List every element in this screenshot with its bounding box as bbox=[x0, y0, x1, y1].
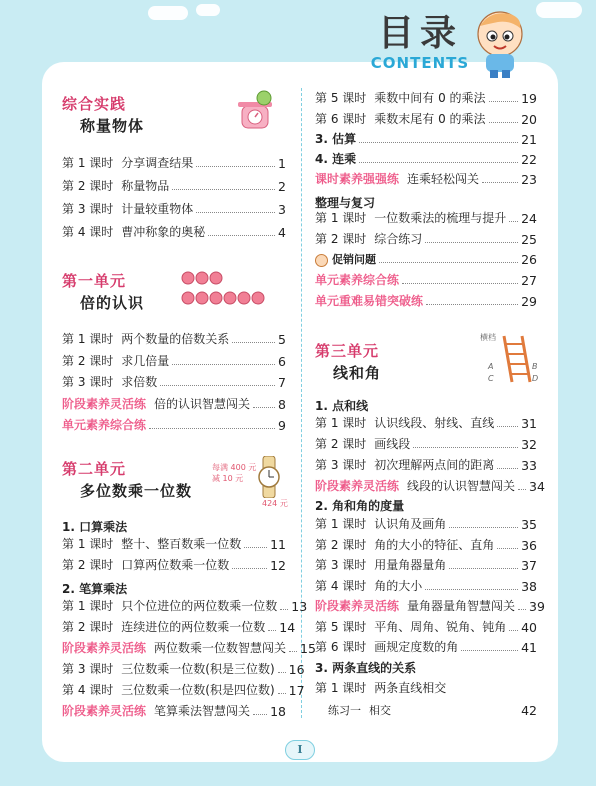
toc-row[interactable] bbox=[62, 176, 286, 194]
lesson-title: 整十、整百数乘一位数 bbox=[121, 537, 242, 551]
lesson-label: 单元素养综合练 bbox=[315, 273, 400, 287]
lesson-title: 倍的认识智慧闯关 bbox=[154, 396, 251, 411]
lesson-label: 课时素养强强练 bbox=[315, 172, 400, 186]
lesson-title: 量角器量角智慧闯关 bbox=[407, 599, 516, 613]
page-number: 31 bbox=[521, 416, 537, 431]
price-label: 424 元 bbox=[262, 499, 288, 508]
lesson-title: 角的大小的特征、直角 bbox=[374, 537, 495, 552]
ladder-label: 横档 bbox=[480, 333, 496, 342]
section-label: 3. 估算 bbox=[315, 132, 357, 146]
page-subtitle: CONTENTS bbox=[370, 54, 470, 72]
leader-dots bbox=[518, 489, 526, 490]
price-tag bbox=[212, 462, 258, 484]
page-number: 16 bbox=[288, 662, 305, 677]
unit-name-weighing: 称量物体 bbox=[80, 117, 145, 135]
lesson-label: 第 1 课时 bbox=[62, 537, 114, 551]
page-number: 18 bbox=[270, 704, 286, 719]
lesson-title: 连乘轻松闯关 bbox=[407, 172, 480, 186]
page-number: 19 bbox=[521, 91, 537, 106]
lesson-label: 第 1 课时 bbox=[62, 156, 114, 170]
leader-dots bbox=[359, 142, 518, 143]
toc-row[interactable] bbox=[315, 169, 537, 187]
leader-dots bbox=[253, 714, 267, 715]
toc-row[interactable] bbox=[315, 270, 537, 288]
leader-dots bbox=[497, 548, 518, 549]
toc-row[interactable] bbox=[62, 394, 286, 412]
leader-dots bbox=[278, 672, 286, 673]
page-number: 21 bbox=[521, 132, 537, 147]
page-number: 25 bbox=[521, 231, 537, 247]
unit-name-lines-angles: 线和角 bbox=[333, 364, 382, 382]
leader-dots bbox=[425, 589, 518, 590]
section-written-multiplication: 2. 笔算乘法 bbox=[62, 582, 128, 596]
leader-dots bbox=[289, 651, 297, 652]
lesson-label: 第 6 课时 bbox=[315, 111, 367, 126]
page-number: 40 bbox=[521, 619, 537, 635]
page-number: 6 bbox=[278, 353, 286, 369]
unit-tag-1: 第一单元 bbox=[62, 272, 127, 290]
toc-row[interactable] bbox=[315, 678, 537, 696]
page-number: 39 bbox=[529, 599, 545, 614]
promo-icon bbox=[315, 254, 328, 267]
toc-row[interactable] bbox=[315, 129, 537, 147]
lesson-title: 角的大小 bbox=[374, 578, 423, 593]
page-number: 4 bbox=[278, 225, 286, 240]
ladder-point-a: A bbox=[488, 362, 494, 371]
page-title: 目录 bbox=[377, 13, 462, 54]
toc-row[interactable] bbox=[62, 222, 286, 240]
toc-row[interactable] bbox=[315, 617, 537, 635]
toc-row[interactable] bbox=[62, 659, 305, 677]
lesson-title: 三位数乘一位数(积是四位数) bbox=[121, 683, 275, 697]
unit-name-multiples: 倍的认识 bbox=[80, 294, 145, 312]
page-number: 8 bbox=[278, 396, 286, 412]
lesson-title: 平角、周角、锐角、钝角 bbox=[374, 619, 507, 634]
lesson-label: 第 3 课时 bbox=[62, 375, 114, 389]
price-tag-line-1: 每满 400 元 bbox=[212, 463, 257, 472]
toc-row[interactable] bbox=[62, 596, 308, 614]
toc-row[interactable] bbox=[62, 153, 286, 171]
lesson-title: 初次理解两点间的距离 bbox=[374, 458, 495, 472]
page-number: 14 bbox=[279, 620, 296, 635]
lesson-label: 第 1 课时 bbox=[62, 599, 114, 613]
lesson-label: 第 3 课时 bbox=[315, 558, 367, 572]
toc-row[interactable] bbox=[315, 109, 537, 127]
page-number: 38 bbox=[521, 578, 537, 594]
page-number: 32 bbox=[521, 437, 537, 452]
page-number: 37 bbox=[521, 558, 537, 573]
toc-row[interactable] bbox=[315, 535, 537, 553]
toc-row[interactable] bbox=[315, 596, 545, 614]
unit-name-multiplication: 多位数乘一位数 bbox=[80, 482, 193, 500]
section-mental-multiplication: 1. 口算乘法 bbox=[62, 520, 128, 534]
lesson-label: 第 2 课时 bbox=[62, 620, 114, 634]
lesson-title: 画线段 bbox=[374, 437, 411, 451]
toc-row[interactable] bbox=[62, 701, 286, 719]
page-number: 27 bbox=[521, 273, 537, 288]
toc-row[interactable] bbox=[62, 534, 286, 552]
leader-dots bbox=[244, 547, 267, 548]
lesson-title: 两位数乘一位数智慧闯关 bbox=[154, 641, 287, 655]
leader-dots bbox=[196, 166, 275, 167]
lesson-title: 只个位进位的两位数乘一位数 bbox=[121, 599, 278, 613]
page-number: 42 bbox=[521, 703, 537, 718]
lesson-title: 分享调查结果 bbox=[121, 156, 194, 170]
lesson-label: 第 3 课时 bbox=[62, 662, 114, 676]
lesson-label: 第 4 课时 bbox=[315, 578, 367, 593]
toc-row[interactable] bbox=[315, 413, 537, 431]
lesson-title: 两个数量的倍数关系 bbox=[121, 332, 230, 346]
leader-dots bbox=[196, 212, 275, 213]
mascot-illustration bbox=[470, 8, 534, 80]
page-header bbox=[360, 14, 480, 72]
leader-dots bbox=[232, 568, 267, 569]
leader-dots bbox=[426, 304, 518, 305]
lesson-title: 连续进位的两位数乘一位数 bbox=[121, 620, 266, 634]
page-number: 12 bbox=[270, 558, 286, 573]
leader-dots bbox=[232, 342, 275, 343]
lesson-label: 第 2 课时 bbox=[62, 353, 114, 368]
ladder-point-d: D bbox=[532, 374, 539, 383]
toc-row[interactable] bbox=[62, 617, 296, 635]
toc-row[interactable] bbox=[315, 514, 537, 532]
toc-row[interactable] bbox=[315, 555, 537, 573]
lesson-label: 单元素养综合练 bbox=[62, 418, 147, 432]
ladder-point-c: C bbox=[488, 374, 494, 383]
lesson-title: 认识角及画角 bbox=[374, 517, 447, 531]
lesson-title: 一位数乘法的梳理与提升 bbox=[374, 211, 507, 225]
unit-tag-2: 第二单元 bbox=[62, 460, 127, 478]
leader-dots bbox=[449, 568, 518, 569]
lesson-label: 阶段素养灵活练 bbox=[62, 396, 147, 411]
price-tag-line-2: 减 10 元 bbox=[212, 474, 244, 483]
leader-dots bbox=[497, 468, 518, 469]
page-number: 13 bbox=[291, 599, 308, 614]
toc-row[interactable] bbox=[62, 372, 286, 390]
leader-dots bbox=[425, 242, 518, 243]
page-number: 33 bbox=[521, 458, 537, 473]
page-number: 3 bbox=[278, 202, 286, 217]
toc-row[interactable] bbox=[315, 88, 537, 106]
lesson-label: 第 2 课时 bbox=[315, 231, 367, 246]
watch-icon bbox=[254, 456, 284, 498]
lesson-label: 阶段素养灵活练 bbox=[62, 704, 147, 718]
cloud-decoration bbox=[148, 6, 188, 20]
leader-dots bbox=[497, 426, 518, 427]
lesson-label: 第 1 课时 bbox=[315, 517, 367, 531]
toc-row[interactable] bbox=[315, 455, 537, 473]
leader-dots bbox=[461, 650, 518, 651]
page-number: 24 bbox=[521, 211, 537, 226]
toc-row[interactable] bbox=[328, 700, 537, 718]
promo-label: 促销问题 bbox=[332, 253, 376, 266]
lesson-title: 线段的认识智慧闯关 bbox=[407, 479, 516, 493]
leader-dots bbox=[482, 182, 518, 183]
leader-dots bbox=[208, 235, 275, 236]
page-number: 7 bbox=[278, 375, 286, 390]
page-number: 22 bbox=[521, 152, 537, 167]
leader-dots bbox=[268, 630, 276, 631]
ladder-point-b: B bbox=[532, 362, 538, 371]
lesson-title: 乘数末尾有 0 的乘法 bbox=[374, 111, 486, 126]
page-number: 35 bbox=[521, 517, 537, 532]
leader-dots bbox=[489, 122, 519, 123]
toc-row[interactable] bbox=[315, 149, 537, 167]
page-number: 26 bbox=[521, 252, 537, 267]
page-number: 34 bbox=[529, 479, 545, 494]
toc-row[interactable] bbox=[62, 638, 316, 656]
lesson-title: 三位数乘一位数(积是三位数) bbox=[121, 662, 275, 676]
page-number: 41 bbox=[521, 640, 537, 655]
leader-dots bbox=[509, 221, 518, 222]
exercise-label: 练习一 bbox=[328, 704, 361, 717]
lesson-label: 第 5 课时 bbox=[315, 619, 367, 634]
lesson-label: 第 1 课时 bbox=[315, 211, 367, 225]
leader-dots bbox=[379, 262, 518, 263]
lesson-label: 阶段素养灵活练 bbox=[315, 479, 400, 493]
toc-row[interactable] bbox=[315, 476, 545, 494]
page-number: 9 bbox=[278, 418, 286, 433]
lesson-label: 第 1 课时 bbox=[315, 681, 367, 695]
toc-row[interactable] bbox=[62, 415, 286, 433]
cloud-decoration bbox=[536, 2, 582, 18]
lesson-title: 求几倍量 bbox=[121, 353, 170, 368]
page-number: 2 bbox=[278, 179, 286, 194]
toc-row[interactable] bbox=[315, 576, 537, 594]
unit-tag-3: 第三单元 bbox=[315, 342, 380, 360]
page-number: 17 bbox=[288, 683, 305, 698]
lesson-label: 第 2 课时 bbox=[62, 179, 114, 193]
lesson-label: 第 1 课时 bbox=[315, 416, 367, 430]
lesson-title: 计量较重物体 bbox=[121, 202, 194, 216]
toc-row[interactable] bbox=[315, 434, 537, 452]
page-number: 36 bbox=[521, 537, 537, 553]
page-number-badge: I bbox=[285, 740, 315, 760]
lesson-label: 第 1 课时 bbox=[62, 332, 114, 346]
lesson-title: 求倍数 bbox=[121, 375, 158, 389]
page-number: 5 bbox=[278, 332, 286, 347]
exercise-title: 相交 bbox=[369, 704, 391, 717]
section-points-lines: 1. 点和线 bbox=[315, 399, 369, 413]
page-number: 15 bbox=[300, 641, 316, 656]
lesson-label: 阶段素养灵活练 bbox=[62, 641, 147, 655]
leader-dots bbox=[149, 428, 275, 429]
lesson-title: 乘数中间有 0 的乘法 bbox=[374, 91, 486, 105]
lesson-title: 综合练习 bbox=[374, 231, 423, 246]
section-angles: 2. 角和角的度量 bbox=[315, 499, 405, 513]
lesson-label: 第 3 课时 bbox=[315, 458, 367, 472]
toc-row[interactable] bbox=[62, 329, 286, 347]
page-number: 23 bbox=[521, 172, 537, 187]
lesson-title: 用量角器量角 bbox=[374, 558, 447, 572]
lesson-label: 第 2 课时 bbox=[315, 437, 367, 451]
lesson-label: 单元重难易错突破练 bbox=[315, 294, 424, 308]
leader-dots bbox=[160, 385, 275, 386]
page-number: 1 bbox=[278, 156, 286, 171]
leader-dots bbox=[449, 527, 518, 528]
scale-icon bbox=[224, 90, 284, 134]
leader-dots bbox=[509, 630, 518, 631]
toc-row[interactable] bbox=[315, 291, 537, 309]
promo-row[interactable] bbox=[315, 249, 537, 267]
leader-dots bbox=[280, 609, 288, 610]
cloud-decoration bbox=[196, 4, 220, 16]
leader-dots bbox=[253, 407, 275, 408]
leader-dots bbox=[359, 162, 518, 163]
lesson-title: 称量物品 bbox=[121, 179, 170, 193]
unit-tag-practice: 综合实践 bbox=[62, 95, 127, 113]
section-two-lines: 3. 两条直线的关系 bbox=[315, 661, 417, 675]
lesson-title: 两条直线相交 bbox=[374, 681, 447, 695]
lesson-label: 阶段素养灵活练 bbox=[315, 599, 400, 613]
toc-row[interactable] bbox=[62, 555, 286, 573]
leader-dots bbox=[172, 189, 275, 190]
page-number: 29 bbox=[521, 294, 537, 309]
toc-row[interactable] bbox=[62, 680, 305, 698]
toc-row[interactable] bbox=[315, 208, 537, 226]
section-label: 4. 连乘 bbox=[315, 152, 357, 166]
fruit-rows-icon bbox=[178, 268, 274, 308]
leader-dots bbox=[518, 609, 526, 610]
lesson-label: 第 4 课时 bbox=[62, 225, 114, 239]
leader-dots bbox=[402, 283, 518, 284]
column-divider bbox=[301, 88, 302, 718]
toc-row[interactable] bbox=[62, 351, 286, 369]
leader-dots bbox=[172, 364, 275, 365]
lesson-title: 曹冲称象的奥秘 bbox=[121, 225, 206, 239]
page-number: 11 bbox=[270, 537, 286, 552]
lesson-title: 口算两位数乘一位数 bbox=[121, 558, 230, 572]
toc-row[interactable] bbox=[62, 199, 286, 217]
leader-dots bbox=[278, 693, 286, 694]
toc-row[interactable] bbox=[315, 229, 537, 247]
lesson-label: 第 5 课时 bbox=[315, 91, 367, 105]
lesson-label: 第 2 课时 bbox=[62, 558, 114, 572]
lesson-label: 第 3 课时 bbox=[62, 202, 114, 216]
lesson-label: 第 4 课时 bbox=[62, 683, 114, 697]
page-number: 20 bbox=[521, 111, 537, 127]
lesson-title: 画规定度数的角 bbox=[374, 640, 459, 654]
section-review: 整理与复习 bbox=[315, 196, 376, 210]
lesson-label: 第 6 课时 bbox=[315, 640, 367, 654]
lesson-title: 笔算乘法智慧闯关 bbox=[154, 704, 251, 718]
leader-dots bbox=[489, 101, 519, 102]
lesson-label: 第 2 课时 bbox=[315, 537, 367, 552]
lesson-title: 认识线段、射线、直线 bbox=[374, 416, 495, 430]
leader-dots bbox=[413, 447, 518, 448]
toc-row[interactable] bbox=[315, 637, 537, 655]
